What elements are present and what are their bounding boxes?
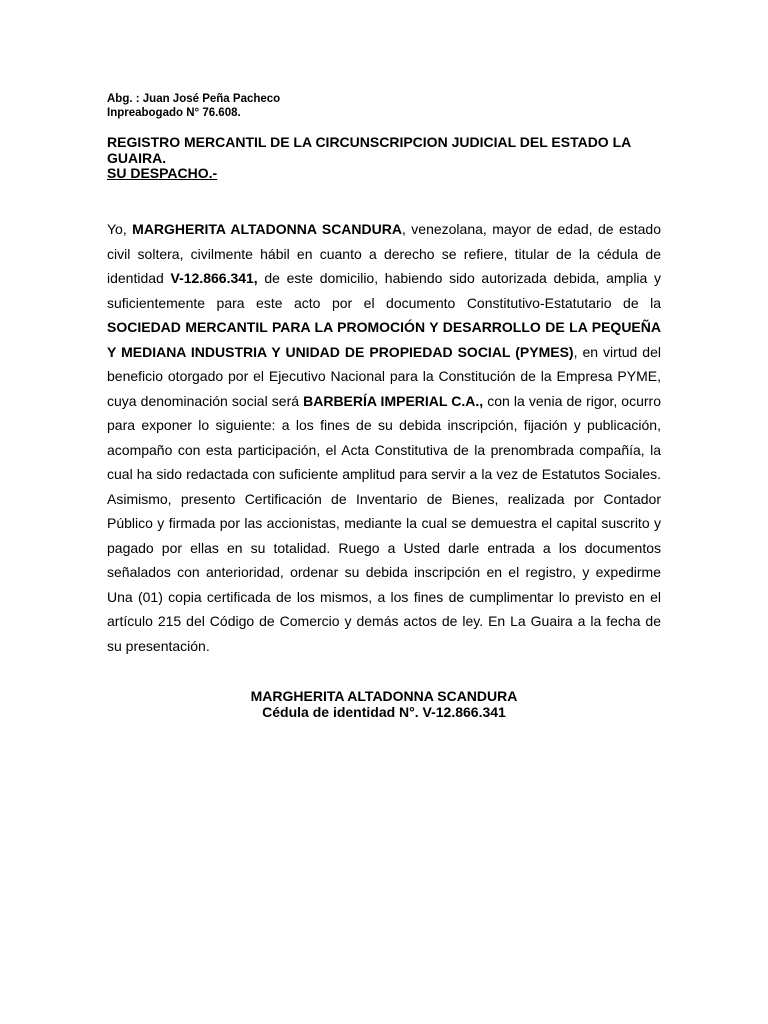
signature-block	[107, 688, 661, 720]
signature-name: MARGHERITA ALTADONNA SCANDURA	[250, 688, 518, 704]
body-text-segment: , en virtud del beneficio otorgado por el Ejecutivo Nacional para la Constitución de la Empresa PYME, cuya denominación social será	[107, 343, 661, 409]
sociedad-name: SOCIEDAD MERCANTIL PARA LA PROMOCIÓN Y DESARROLLO DE LA PEQUEÑA Y MEDIANA INDUSTRIA Y UNIDAD DE PROPIEDAD SOCIAL (PYMES)	[107, 319, 661, 360]
company-name: BARBERÍA IMPERIAL C.A.,	[303, 392, 484, 409]
applicant-name: MARGHERITA ALTADONNA SCANDURA	[132, 221, 402, 237]
addressee-block	[107, 135, 667, 182]
body-text-segment: , venezolana, mayor de edad, de estado civil soltera, civilmente hábil en cuanto a derecho se refiere, titular de la cédula de identidad	[107, 221, 661, 286]
document-body-paragraph	[107, 217, 661, 658]
body-text-segment: con la venia de rigor, ocurro para exponer lo siguiente: a los fines de su debida inscripción, fijación y publicación, acompaño con esta participación, el Acta Constitutiva de la prenombrada compañía, la cual ha sido redactada con suficiente amplitud para servir a la vez de Estatutos Sociales. Asimismo, presento Certificación de Inventario de Bienes, realizada por Contador Público y firmada por las accionistas, mediante la cual se demuestra el capital suscrito y pagado por ellas en su totalidad. Ruego a Usted darle entrada a los documentos señalados con anterioridad, ordenar su debida inscripción en el registro, y expedirme Una (01) copia certificada de los mismos, a los fines de cumplimentar lo previsto en el artículo 215 del Código de Comercio y demás actos de ley. En La Guaira a la fecha de su presentación.	[107, 392, 661, 654]
attorney-name: Abg. : Juan José Peña Pacheco	[107, 93, 281, 105]
su-despacho-line: SU DESPACHO.-	[107, 165, 218, 181]
attorney-header	[107, 92, 280, 120]
body-text-segment: de este domicilio, habiendo sido autorizada debida, amplia y suficientemente para este acto por el documento Constitutivo-Estatutario de la	[107, 270, 662, 311]
body-text-segment: Yo,	[107, 221, 133, 237]
applicant-cedula: V-12.866.341,	[170, 270, 258, 286]
registry-title: REGISTRO MERCANTIL DE LA CIRCUNSCRIPCION JUDICIAL DEL ESTADO LA GUAIRA.	[107, 134, 631, 166]
signature-id: Cédula de identidad N°. V-12.866.341	[262, 704, 506, 720]
inpreabogado-number: Inpreabogado N° 76.608.	[107, 107, 241, 119]
